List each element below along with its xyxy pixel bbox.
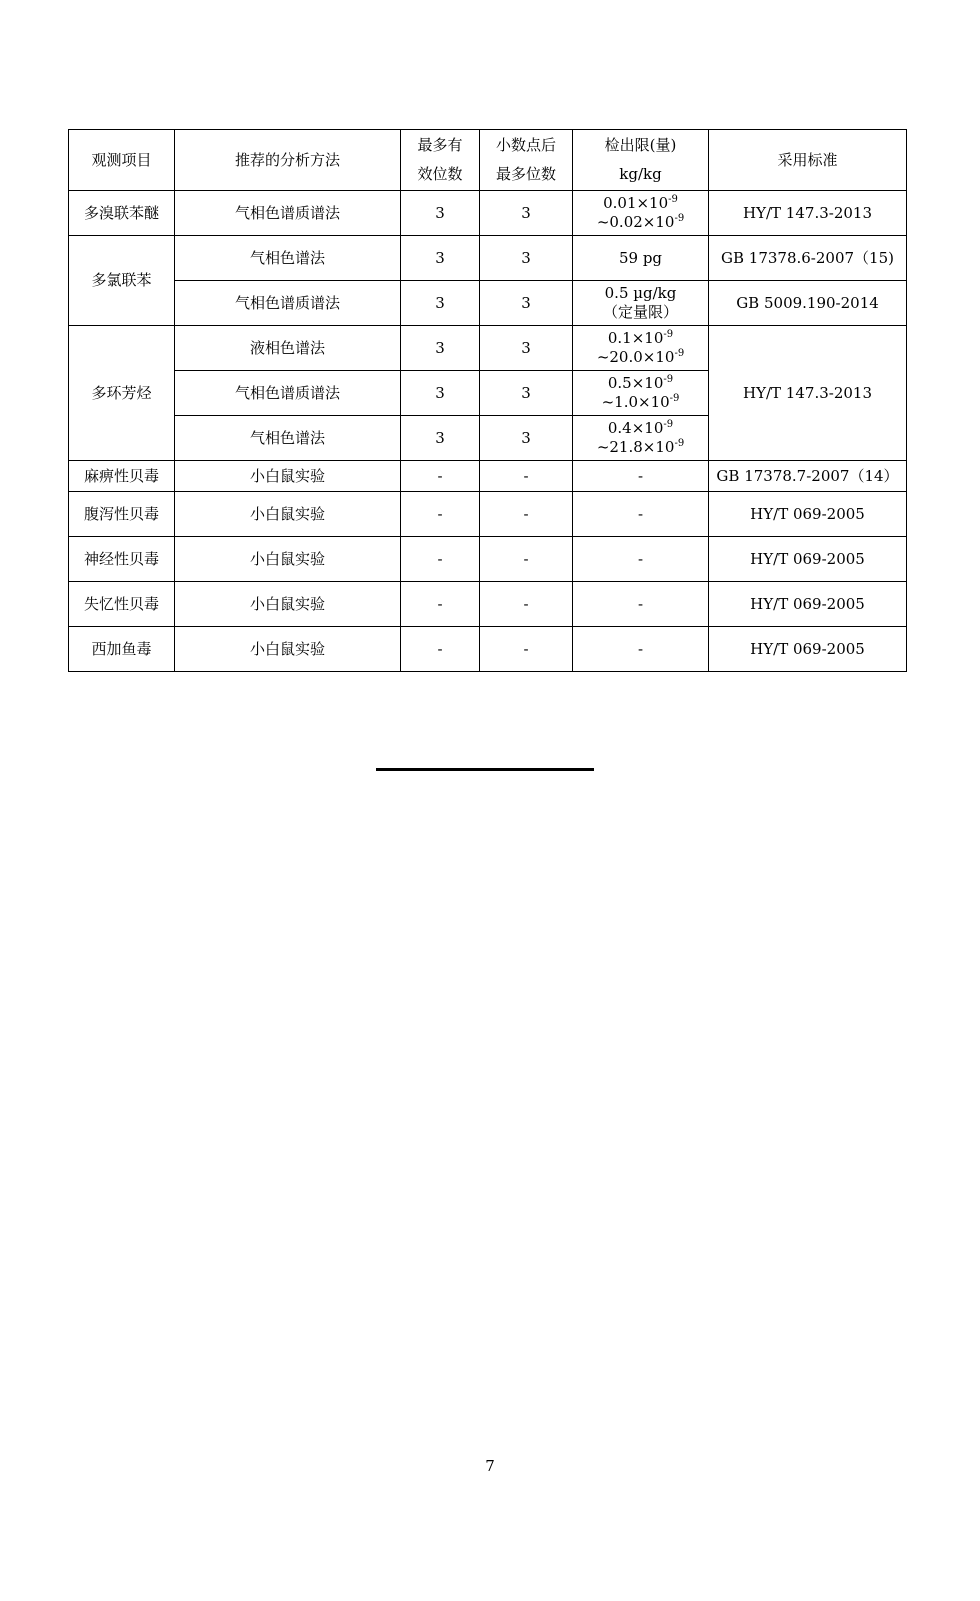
header-decimals — [480, 130, 573, 191]
table-row — [69, 461, 907, 492]
dec-cell: 3 — [480, 416, 573, 461]
limit-line — [573, 348, 708, 367]
standard-cell: HY/T 147.3-2013 — [709, 191, 907, 236]
header-method: 推荐的分析方法 — [175, 130, 401, 191]
dec-cell: 3 — [480, 236, 573, 281]
table-row — [69, 627, 907, 672]
limit-exponent: -9 — [668, 194, 678, 206]
limit-base: 0.4×10 — [607, 419, 664, 438]
method-cell: 气相色谱法 — [175, 416, 401, 461]
limit-cell: 59 pg — [573, 236, 709, 281]
header-sig-digits — [401, 130, 480, 191]
limit-base: ~21.8×10 — [596, 438, 675, 456]
limit-line — [573, 329, 708, 348]
method-cell: 气相色谱质谱法 — [175, 191, 401, 236]
method-cell: 小白鼠实验 — [175, 627, 401, 672]
limit-line — [573, 194, 708, 213]
standard-cell: HY/T 069-2005 — [709, 627, 907, 672]
header-detection-limit — [573, 130, 709, 191]
header-dec-line1: 小数点后 — [495, 136, 556, 154]
limit-exponent: -9 — [674, 438, 685, 449]
limit-exponent: -9 — [663, 329, 674, 341]
sig-cell: 3 — [401, 191, 480, 236]
table-row — [69, 492, 907, 537]
limit-line: 0.5 µg/kg — [604, 284, 677, 303]
method-cell: 气相色谱质谱法 — [175, 281, 401, 326]
dec-cell: - — [480, 537, 573, 582]
limit-cell: - — [573, 537, 709, 582]
table-row — [69, 537, 907, 582]
limit-base: ~20.0×10 — [596, 348, 675, 366]
header-limit-line2: kg/kg — [619, 165, 662, 183]
item-cell: 腹泻性贝毒 — [69, 492, 175, 537]
limit-base: 0.01×10 — [603, 194, 669, 213]
dec-cell: 3 — [480, 326, 573, 371]
standard-cell: HY/T 069-2005 — [709, 537, 907, 582]
limit-line — [573, 374, 708, 393]
limit-exponent: -9 — [663, 419, 674, 431]
limit-cell — [573, 191, 709, 236]
limit-cell — [573, 326, 709, 371]
table-row — [69, 191, 907, 236]
dec-cell: - — [480, 461, 573, 492]
header-item: 观测项目 — [69, 130, 175, 191]
method-cell: 小白鼠实验 — [175, 582, 401, 627]
limit-base: ~0.02×10 — [596, 213, 675, 231]
limit-cell: - — [573, 492, 709, 537]
table-row — [69, 281, 907, 326]
analysis-methods-table — [68, 129, 907, 672]
standard-cell: HY/T 147.3-2013 — [709, 326, 907, 461]
limit-note: （定量限） — [602, 303, 678, 321]
sig-cell: 3 — [401, 236, 480, 281]
header-sig-line2: 效位数 — [417, 165, 463, 183]
item-cell: 神经性贝毒 — [69, 537, 175, 582]
dec-cell: - — [480, 627, 573, 672]
item-cell: 失忆性贝毒 — [69, 582, 175, 627]
dec-cell: 3 — [480, 191, 573, 236]
sig-cell: 3 — [401, 281, 480, 326]
sig-cell: - — [401, 492, 480, 537]
method-cell: 气相色谱法 — [175, 236, 401, 281]
dec-cell: - — [480, 582, 573, 627]
limit-line — [573, 419, 708, 438]
item-cell: 多氯联苯 — [69, 236, 175, 326]
dec-cell: - — [480, 492, 573, 537]
header-sig-line1: 最多有 — [417, 136, 463, 154]
limit-base: ~1.0×10 — [601, 393, 670, 411]
table-row — [69, 582, 907, 627]
limit-cell: - — [573, 582, 709, 627]
end-of-section-rule — [376, 768, 594, 771]
header-limit-line1: 检出限(量) — [604, 136, 677, 154]
table-header-row — [69, 130, 907, 191]
limit-line — [573, 438, 708, 457]
header-dec-line2: 最多位数 — [495, 165, 556, 183]
limit-exponent: -9 — [674, 213, 685, 224]
limit-base: 0.1×10 — [607, 329, 664, 348]
table-row — [69, 326, 907, 371]
dec-cell: 3 — [480, 281, 573, 326]
limit-cell — [573, 416, 709, 461]
item-cell: 多溴联苯醚 — [69, 191, 175, 236]
limit-cell: - — [573, 627, 709, 672]
standard-cell: GB 17378.7-2007（14） — [709, 461, 907, 492]
method-cell: 液相色谱法 — [175, 326, 401, 371]
dec-cell: 3 — [480, 371, 573, 416]
limit-exponent: -9 — [669, 393, 680, 404]
limit-cell — [573, 281, 709, 326]
table-row — [69, 236, 907, 281]
item-cell: 多环芳烃 — [69, 326, 175, 461]
page-number: 7 — [485, 1457, 495, 1475]
limit-exponent: -9 — [663, 374, 674, 386]
limit-base: 0.5×10 — [607, 374, 664, 393]
sig-cell: 3 — [401, 416, 480, 461]
limit-cell: - — [573, 461, 709, 492]
sig-cell: - — [401, 627, 480, 672]
method-cell: 气相色谱质谱法 — [175, 371, 401, 416]
sig-cell: 3 — [401, 371, 480, 416]
method-cell: 小白鼠实验 — [175, 492, 401, 537]
standard-cell: HY/T 069-2005 — [709, 492, 907, 537]
header-standard: 采用标准 — [709, 130, 907, 191]
standard-cell: GB 5009.190-2014 — [709, 281, 907, 326]
limit-line — [573, 393, 708, 412]
sig-cell: - — [401, 461, 480, 492]
method-cell: 小白鼠实验 — [175, 537, 401, 582]
standard-cell: HY/T 069-2005 — [709, 582, 907, 627]
item-cell: 麻痹性贝毒 — [69, 461, 175, 492]
limit-cell — [573, 371, 709, 416]
limit-line — [573, 213, 708, 232]
sig-cell: - — [401, 582, 480, 627]
method-cell: 小白鼠实验 — [175, 461, 401, 492]
limit-exponent: -9 — [674, 348, 685, 359]
standard-cell: GB 17378.6-2007（15) — [709, 236, 907, 281]
item-cell: 西加鱼毒 — [69, 627, 175, 672]
sig-cell: - — [401, 537, 480, 582]
sig-cell: 3 — [401, 326, 480, 371]
